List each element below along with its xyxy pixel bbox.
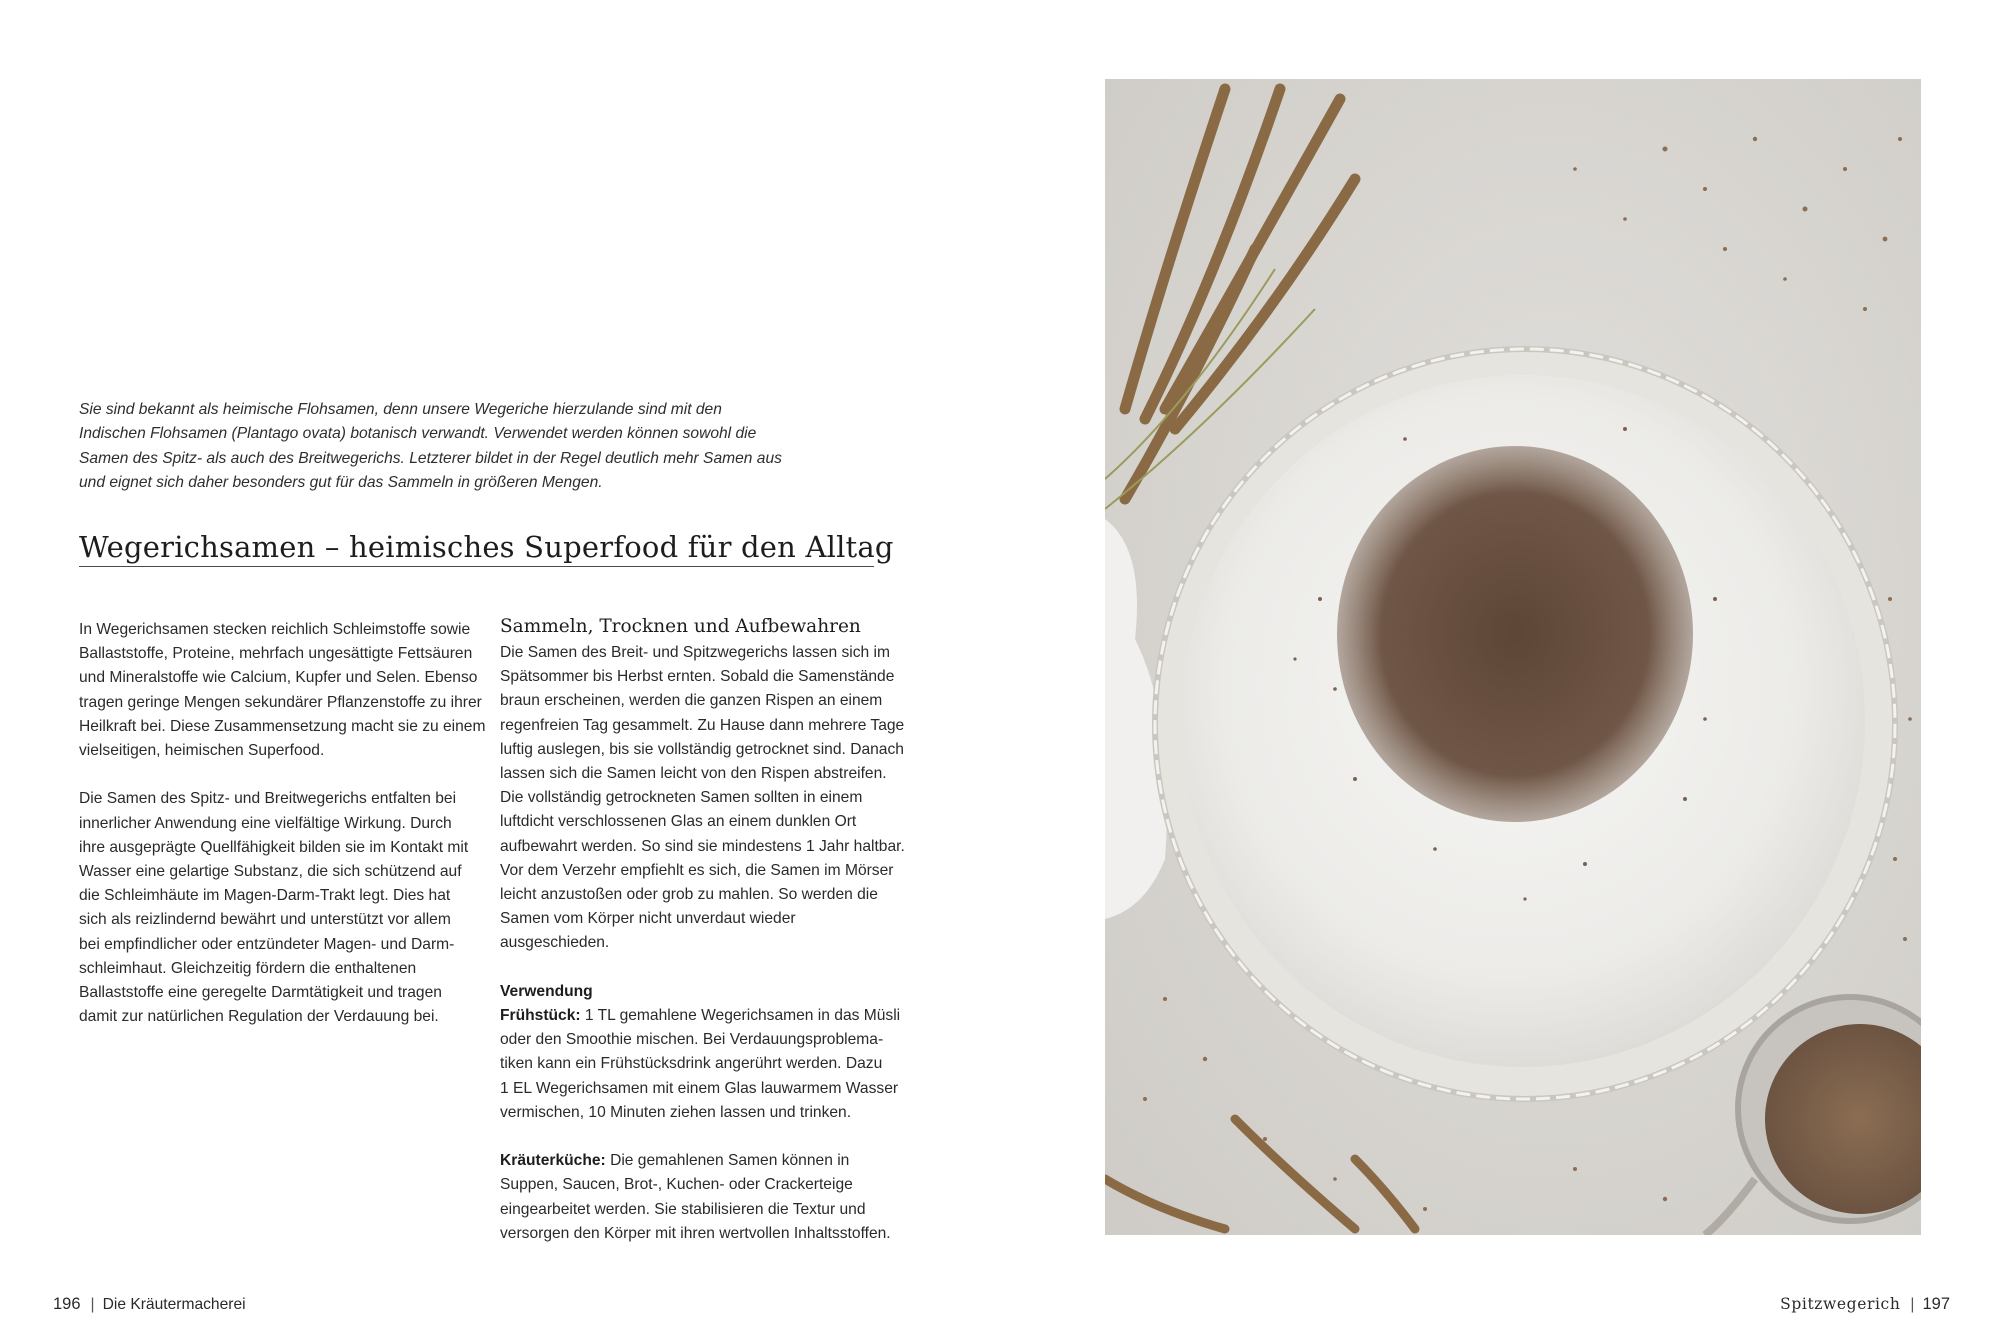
text-line: Ballaststoffe eine geregelte Darmtätigkeit und tragen — [79, 984, 442, 1002]
text-line: luftig auslegen, bis sie vollständig getrocknet sind. Danach — [500, 740, 904, 758]
breakfast-label: Frühstück: — [500, 1007, 581, 1025]
text-line: tiken kann ein Frühstücksdrink angerührt werden. Dazu — [500, 1055, 883, 1073]
text-line: oder den Smoothie mischen. Bei Verdauungsproblema- — [500, 1031, 884, 1049]
text-line: eingearbeitet werden. Sie stabilisieren die Textur und — [500, 1200, 866, 1218]
text-line: Vor dem Verzehr empfiehlt es sich, die Samen im Mörser — [500, 861, 894, 879]
photo-illustration — [1105, 79, 1921, 1235]
text-line: Samen vom Körper nicht unverdaut wieder — [500, 910, 796, 928]
text-line: und Mineralstoffe wie Calcium, Kupfer und Selen. Ebenso — [79, 669, 478, 687]
text-line: aufbewahrt werden. So sind sie mindestens 1 Jahr haltbar. — [500, 837, 905, 855]
text-line: tragen geringe Mengen sekundärer Pflanzenstoffe zu ihrer — [79, 693, 482, 711]
kitchen-label: Kräuterküche: — [500, 1152, 606, 1170]
text-line: In Wegerichsamen stecken reichlich Schleimstoffe sowie — [79, 621, 471, 638]
text-line: innerlicher Anwendung eine vielfältige Wirkung. Durch — [79, 814, 452, 832]
text-line: Heilkraft bei. Diese Zusammensetzung macht sie zu einem — [79, 717, 486, 735]
text-line: Ballaststoffe, Proteine, mehrfach ungesättigte Fettsäuren — [79, 645, 473, 663]
text-line: leicht anzustoßen oder grob zu mahlen. So werden die — [500, 886, 878, 904]
text-line: versorgen den Körper mit ihren wertvollen Inhaltsstoffen. — [500, 1224, 891, 1242]
footer-left — [53, 1293, 246, 1316]
text-line: schleimhaut. Gleichzeitig fördern die enthaltenen — [79, 959, 417, 977]
section-heading: Wegerichsamen – heimisches Superfood für den Alltag — [79, 530, 894, 564]
text-line: 1 EL Wegerichsamen mit einem Glas lauwarmem Wasser — [500, 1079, 899, 1097]
paragraph-collecting — [500, 641, 910, 956]
text-line: Die gemahlenen Samen können in — [605, 1152, 850, 1170]
text-line: ihre ausgeprägte Quellfähigkeit bilden sie im Kontakt mit — [79, 838, 469, 856]
paragraph-usage-breakfast — [500, 980, 910, 1125]
page-number-left: 196 — [53, 1295, 81, 1313]
page-number-right: 197 — [1922, 1295, 1950, 1313]
photo-bowl-of-plantain-seeds — [1105, 79, 1921, 1235]
usage-title: Verwendung — [500, 982, 593, 1000]
text-line: Die vollständig getrockneten Samen sollten in einem — [500, 789, 863, 807]
text-line: Spätsommer bis Herbst ernten. Sobald die Samenstände — [500, 668, 895, 686]
text-line: Die Samen des Breit- und Spitzwegerichs lassen sich im — [500, 644, 891, 661]
text-line: regenfreien Tag gesammelt. Zu Hause dann mehrere Tage — [500, 716, 905, 734]
running-title-left: Die Kräutermacherei — [102, 1296, 246, 1313]
text-line: damit zur natürlichen Regulation der Verdauung bei. — [79, 1008, 439, 1026]
text-line: 1 TL gemahlene Wegerichsamen in das Müsli — [580, 1007, 901, 1025]
right-text-column — [500, 614, 910, 1270]
text-line: lassen sich die Samen leicht von den Rispen abstreifen. — [500, 765, 887, 783]
text-line: vermischen, 10 Minuten ziehen lassen und trinken. — [500, 1103, 852, 1121]
subheading-collecting: Sammeln, Trocknen und Aufbewahren — [500, 616, 861, 637]
footer-separator: | — [90, 1296, 95, 1313]
text-line: Wasser eine gelartige Substanz, die sich schützend auf — [79, 863, 462, 881]
text-line: braun erscheinen, werden die ganzen Rispen an einem — [500, 692, 883, 710]
intro-line: Sie sind bekannt als heimische Flohsamen, denn unsere Wegeriche hierzulande sind mit den — [79, 401, 722, 418]
seed-pile — [1337, 446, 1693, 822]
paragraph-ingredients — [79, 618, 486, 763]
intro-line: Samen des Spitz- als auch des Breitwegerichs. Letzterer bildet in der Regel deutlich mehr Samen aus — [79, 449, 782, 467]
paragraph-effects — [79, 787, 479, 1029]
text-line: sich als reizlindernd bewährt und unterstützt vor allem — [79, 911, 451, 929]
footer-right — [1780, 1293, 1950, 1316]
text-line: ausgeschieden. — [500, 934, 610, 952]
running-title-right: Spitzwegerich — [1780, 1295, 1901, 1313]
text-line: Suppen, Saucen, Brot-, Kuchen- oder Crackerteige — [500, 1176, 853, 1194]
text-line: vielseitigen, heimischen Superfood. — [79, 742, 325, 760]
footer-separator: | — [1910, 1296, 1915, 1313]
text-line: die Schleimhäute im Magen-Darm-Trakt legt. Dies hat — [79, 887, 451, 905]
text-line: luftdicht verschlossenen Glas an einem dunklen Ort — [500, 813, 857, 831]
intro-line: und eignet sich daher besonders gut für das Sammeln in größeren Mengen. — [79, 474, 603, 492]
text-line: bei empfindlicher oder entzündeter Magen- und Darm- — [79, 935, 455, 953]
paragraph-usage-kitchen — [500, 1149, 910, 1246]
left-text-column — [79, 618, 486, 1054]
text-line: Die Samen des Spitz- und Breitwegerichs entfalten bei — [79, 790, 457, 808]
intro-line: Indischen Flohsamen (Plantago ovata) botanisch verwandt. Verwendet werden können sowohl die — [79, 425, 757, 443]
section-heading-block — [79, 530, 894, 567]
intro-text — [79, 398, 782, 496]
